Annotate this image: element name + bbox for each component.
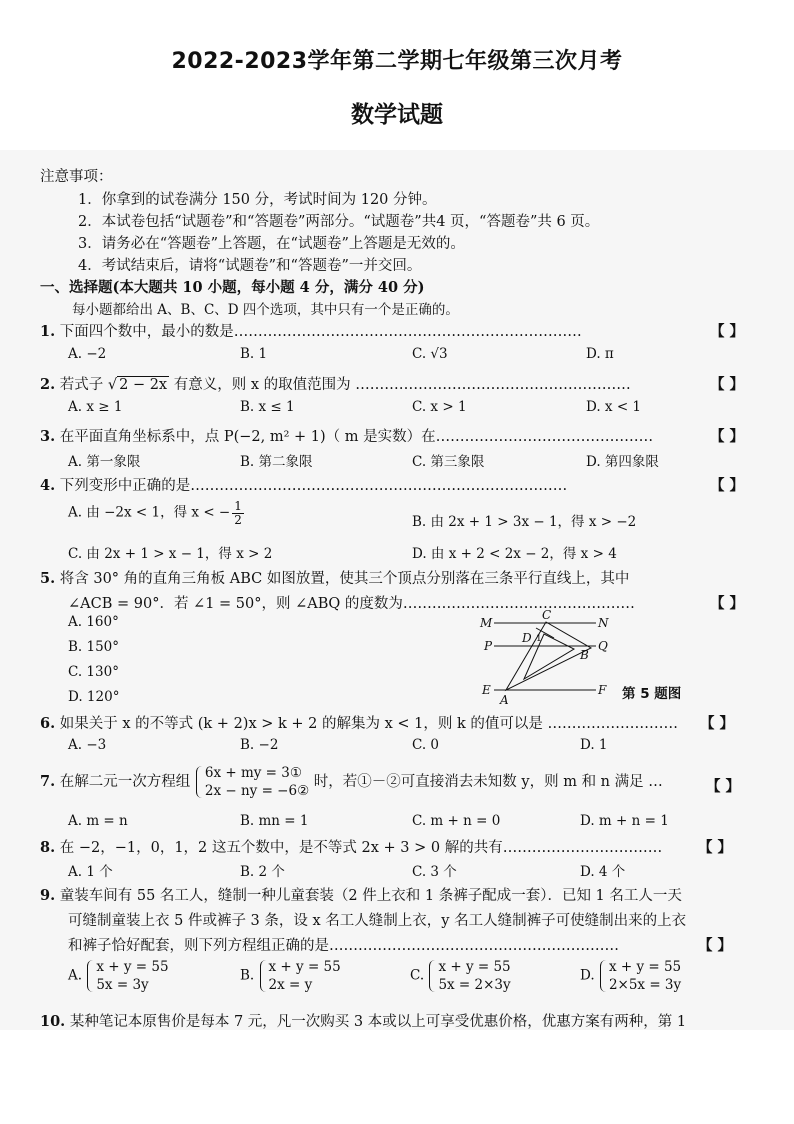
question-9 (40, 884, 682, 905)
label-p: P (484, 639, 493, 653)
label-d: D (522, 631, 532, 645)
option-b: B. x ≤ 1 (240, 399, 295, 415)
equation-1: x + y = 55 (268, 959, 341, 975)
option-a: A. 1 个 (68, 864, 113, 880)
question-8 (40, 836, 662, 857)
option-d: D. π (586, 346, 614, 362)
answer-bracket[interactable]: 【 】 (710, 376, 745, 393)
equation-system (195, 764, 309, 800)
notice-item: 1．你拿到的试卷满分 150 分，考试时间为 120 分钟。 (78, 192, 437, 208)
option-b: B. 1 (240, 346, 268, 362)
option-label: C. (410, 967, 425, 984)
equation-system (599, 958, 681, 994)
option-a (68, 500, 246, 526)
question-number: 8. (40, 839, 56, 856)
option-d: D. 由 x + 2 < 2x − 2，得 x > 4 (412, 546, 617, 562)
option-b: B. 第二象限 (240, 454, 313, 470)
question-stem-a: 在解二元一次方程组 (59, 774, 191, 791)
question-number: 4. (40, 477, 56, 494)
option-b: B. 150° (68, 639, 120, 655)
option-a: A. 160° (68, 614, 119, 630)
question-4 (40, 474, 567, 495)
label-m: M (480, 616, 493, 630)
figure-caption: 第 5 题图 (622, 686, 682, 702)
option-b: B. 由 2x + 1 > 3x − 1，得 x > −2 (412, 514, 637, 530)
label-angle-1: 1 (536, 634, 542, 644)
option-d: D. x < 1 (586, 399, 642, 415)
question-stem: 在平面直角坐标系中，点 P(−2, m² + 1)（ m 是实数）在……………………………………… (59, 429, 654, 445)
question-stem-a: 若式子 (59, 377, 104, 393)
question-stem: 下列变形中正确的是…………………………………………………………………… (59, 478, 568, 494)
question-stem-b: 时，若①－②可直接消去未知数 y，则 m 和 n 满足 … (313, 774, 663, 791)
equation-system (428, 958, 510, 994)
answer-bracket[interactable]: 【 】 (710, 477, 745, 494)
label-b: B (580, 648, 589, 662)
answer-bracket[interactable]: 【 】 (698, 839, 733, 856)
notice-item: 2．本试卷包括“试题卷”和“答题卷”两部分。“试题卷”共4 页，“答题卷”共 6 页。 (78, 214, 600, 230)
option-d (580, 958, 681, 994)
question-number: 6. (40, 715, 56, 732)
equation-1: x + y = 55 (608, 959, 682, 975)
equation-system (259, 958, 341, 994)
question-6 (40, 712, 678, 733)
question-stem-b: 有意义，则 x 的取值范围为 ………………………………………………… (173, 377, 631, 393)
notice-item: 3．请务必在“答题卷”上答题，在“试题卷”上答题是无效的。 (78, 236, 465, 252)
equation-1: 6x + my = 3① (204, 765, 302, 781)
option-c (410, 958, 511, 994)
option-c: C. 由 2x + 1 > x − 1，得 x > 2 (68, 546, 273, 562)
question-stem: 如果关于 x 的不等式 (k + 2)x > k + 2 的解集为 x < 1，则 k 的值可以是 ……………………… (59, 716, 678, 732)
option-a: A. −2 (68, 346, 107, 362)
question-number: 10. (40, 1013, 66, 1030)
option-b (240, 958, 341, 994)
label-c: C (542, 608, 552, 622)
option-b: B. 2 个 (240, 864, 285, 880)
option-d: D. 1 (580, 737, 608, 753)
question-3 (40, 425, 653, 446)
option-a-text: A. 由 −2x < 1，得 x < − (68, 504, 231, 521)
question-stem: 在 −2，−1，0，1，2 这五个数中，是不等式 2x + 3 > 0 解的共有…………………………… (59, 840, 663, 856)
radicand: 2 − 2x (119, 377, 168, 393)
answer-bracket[interactable]: 【 】 (710, 595, 745, 612)
option-a (68, 958, 169, 994)
answer-bracket[interactable]: 【 】 (698, 937, 733, 954)
option-a: A. −3 (68, 737, 107, 753)
option-b: B. −2 (240, 737, 279, 753)
notice-item: 4．考试结束后，请将“试题卷”和“答题卷”一并交回。 (78, 258, 422, 274)
question-stem-line1: 童装车间有 55 名工人，缝制一种儿童套装（2 件上衣和 1 条裤子配成一套）．已知 1 名工人一天 (59, 888, 682, 904)
option-label: B. (240, 967, 255, 984)
option-d: D. 4 个 (580, 864, 626, 880)
option-label: A. (68, 967, 83, 984)
option-c: C. 0 (412, 737, 440, 753)
answer-bracket[interactable]: 【 】 (710, 323, 745, 340)
question-number: 3. (40, 428, 56, 445)
option-d: D. m + n = 1 (580, 813, 669, 829)
label-f: F (598, 683, 607, 697)
equation-2: 2x = y (268, 977, 313, 994)
question-2 (40, 373, 631, 394)
equation-2: 5x = 3y (96, 977, 149, 994)
equation-1: x + y = 55 (438, 959, 511, 975)
exam-subtitle: 数学试题 (351, 102, 443, 128)
option-d: D. 第四象限 (586, 454, 659, 470)
question-5 (40, 567, 629, 588)
answer-bracket[interactable]: 【 】 (706, 778, 741, 795)
option-label: D. (580, 967, 595, 984)
option-a: A. 第一象限 (68, 454, 141, 470)
label-a: A (500, 693, 509, 707)
triangle-abc (506, 622, 591, 690)
sqrt-expression: √ 2 − 2x (107, 377, 168, 393)
question-number: 5. (40, 570, 56, 587)
option-c: C. x > 1 (412, 399, 467, 415)
question-number: 2. (40, 376, 56, 393)
fraction-numerator: 1 (234, 499, 242, 513)
notice-heading: 注意事项： (40, 169, 113, 185)
option-c: C. 第三象限 (412, 454, 485, 470)
label-e: E (482, 683, 491, 697)
equation-2: 2x − ny = −6② (204, 783, 310, 800)
equation-2: 2×5x = 3y (608, 977, 682, 994)
exam-title: 2022-2023学年第二学期七年级第三次月考 (171, 49, 623, 74)
fraction (232, 500, 244, 526)
label-n: N (598, 616, 609, 630)
question-number: 7. (40, 773, 56, 791)
answer-bracket[interactable]: 【 】 (710, 428, 745, 445)
option-a: A. x ≥ 1 (68, 399, 123, 415)
question-10 (40, 1010, 686, 1031)
option-c: C. 3 个 (412, 864, 457, 880)
question-stem-line2: 可缝制童装上衣 5 件或裤子 3 条，设 x 名工人缝制上衣，y 名工人缝制裤子可使缝制出来的上衣 (68, 913, 687, 929)
option-b: B. mn = 1 (240, 813, 309, 829)
option-a: A. m = n (68, 813, 128, 829)
question-stem-line2: ∠ACB = 90°．若 ∠1 = 50°，则 ∠ABQ 的度数为………………………………………… (68, 596, 635, 612)
question-stem: 某种笔记本原售价是每本 7 元，凡一次购买 3 本或以上可享受优惠价格，优惠方案有两种，第 1 (69, 1014, 687, 1030)
fraction-denominator: 2 (234, 513, 242, 527)
equation-2: 5x = 2×3y (438, 977, 511, 994)
option-c: C. √3 (412, 346, 448, 362)
question-stem-line1: 将含 30° 角的直角三角板 ABC 如图放置，使其三个顶点分别落在三条平行直线上，其中 (59, 571, 630, 587)
question-stem: 下面四个数中，最小的数是……………………………………………………………… (59, 324, 582, 340)
section-instruction: 每小题都给出 A、B、C、D 四个选项，其中只有一个是正确的。 (72, 302, 459, 318)
option-c: C. 130° (68, 664, 119, 680)
equation-1: x + y = 55 (96, 959, 169, 975)
question-7 (40, 764, 663, 800)
answer-bracket[interactable]: 【 】 (700, 715, 735, 732)
label-q: Q (598, 639, 608, 653)
option-d: D. 120° (68, 689, 120, 705)
question-stem-line3: 和裤子恰好配套，则下列方程组正确的是…………………………………………………… (68, 938, 619, 954)
question-1 (40, 320, 582, 341)
question-number: 9. (40, 887, 56, 904)
section-heading: 一、选择题(本大题共 10 小题，每小题 4 分，满分 40 分) (40, 279, 425, 296)
question-number: 1. (40, 323, 56, 340)
option-c: C. m + n = 0 (412, 813, 501, 829)
equation-system (86, 958, 168, 994)
